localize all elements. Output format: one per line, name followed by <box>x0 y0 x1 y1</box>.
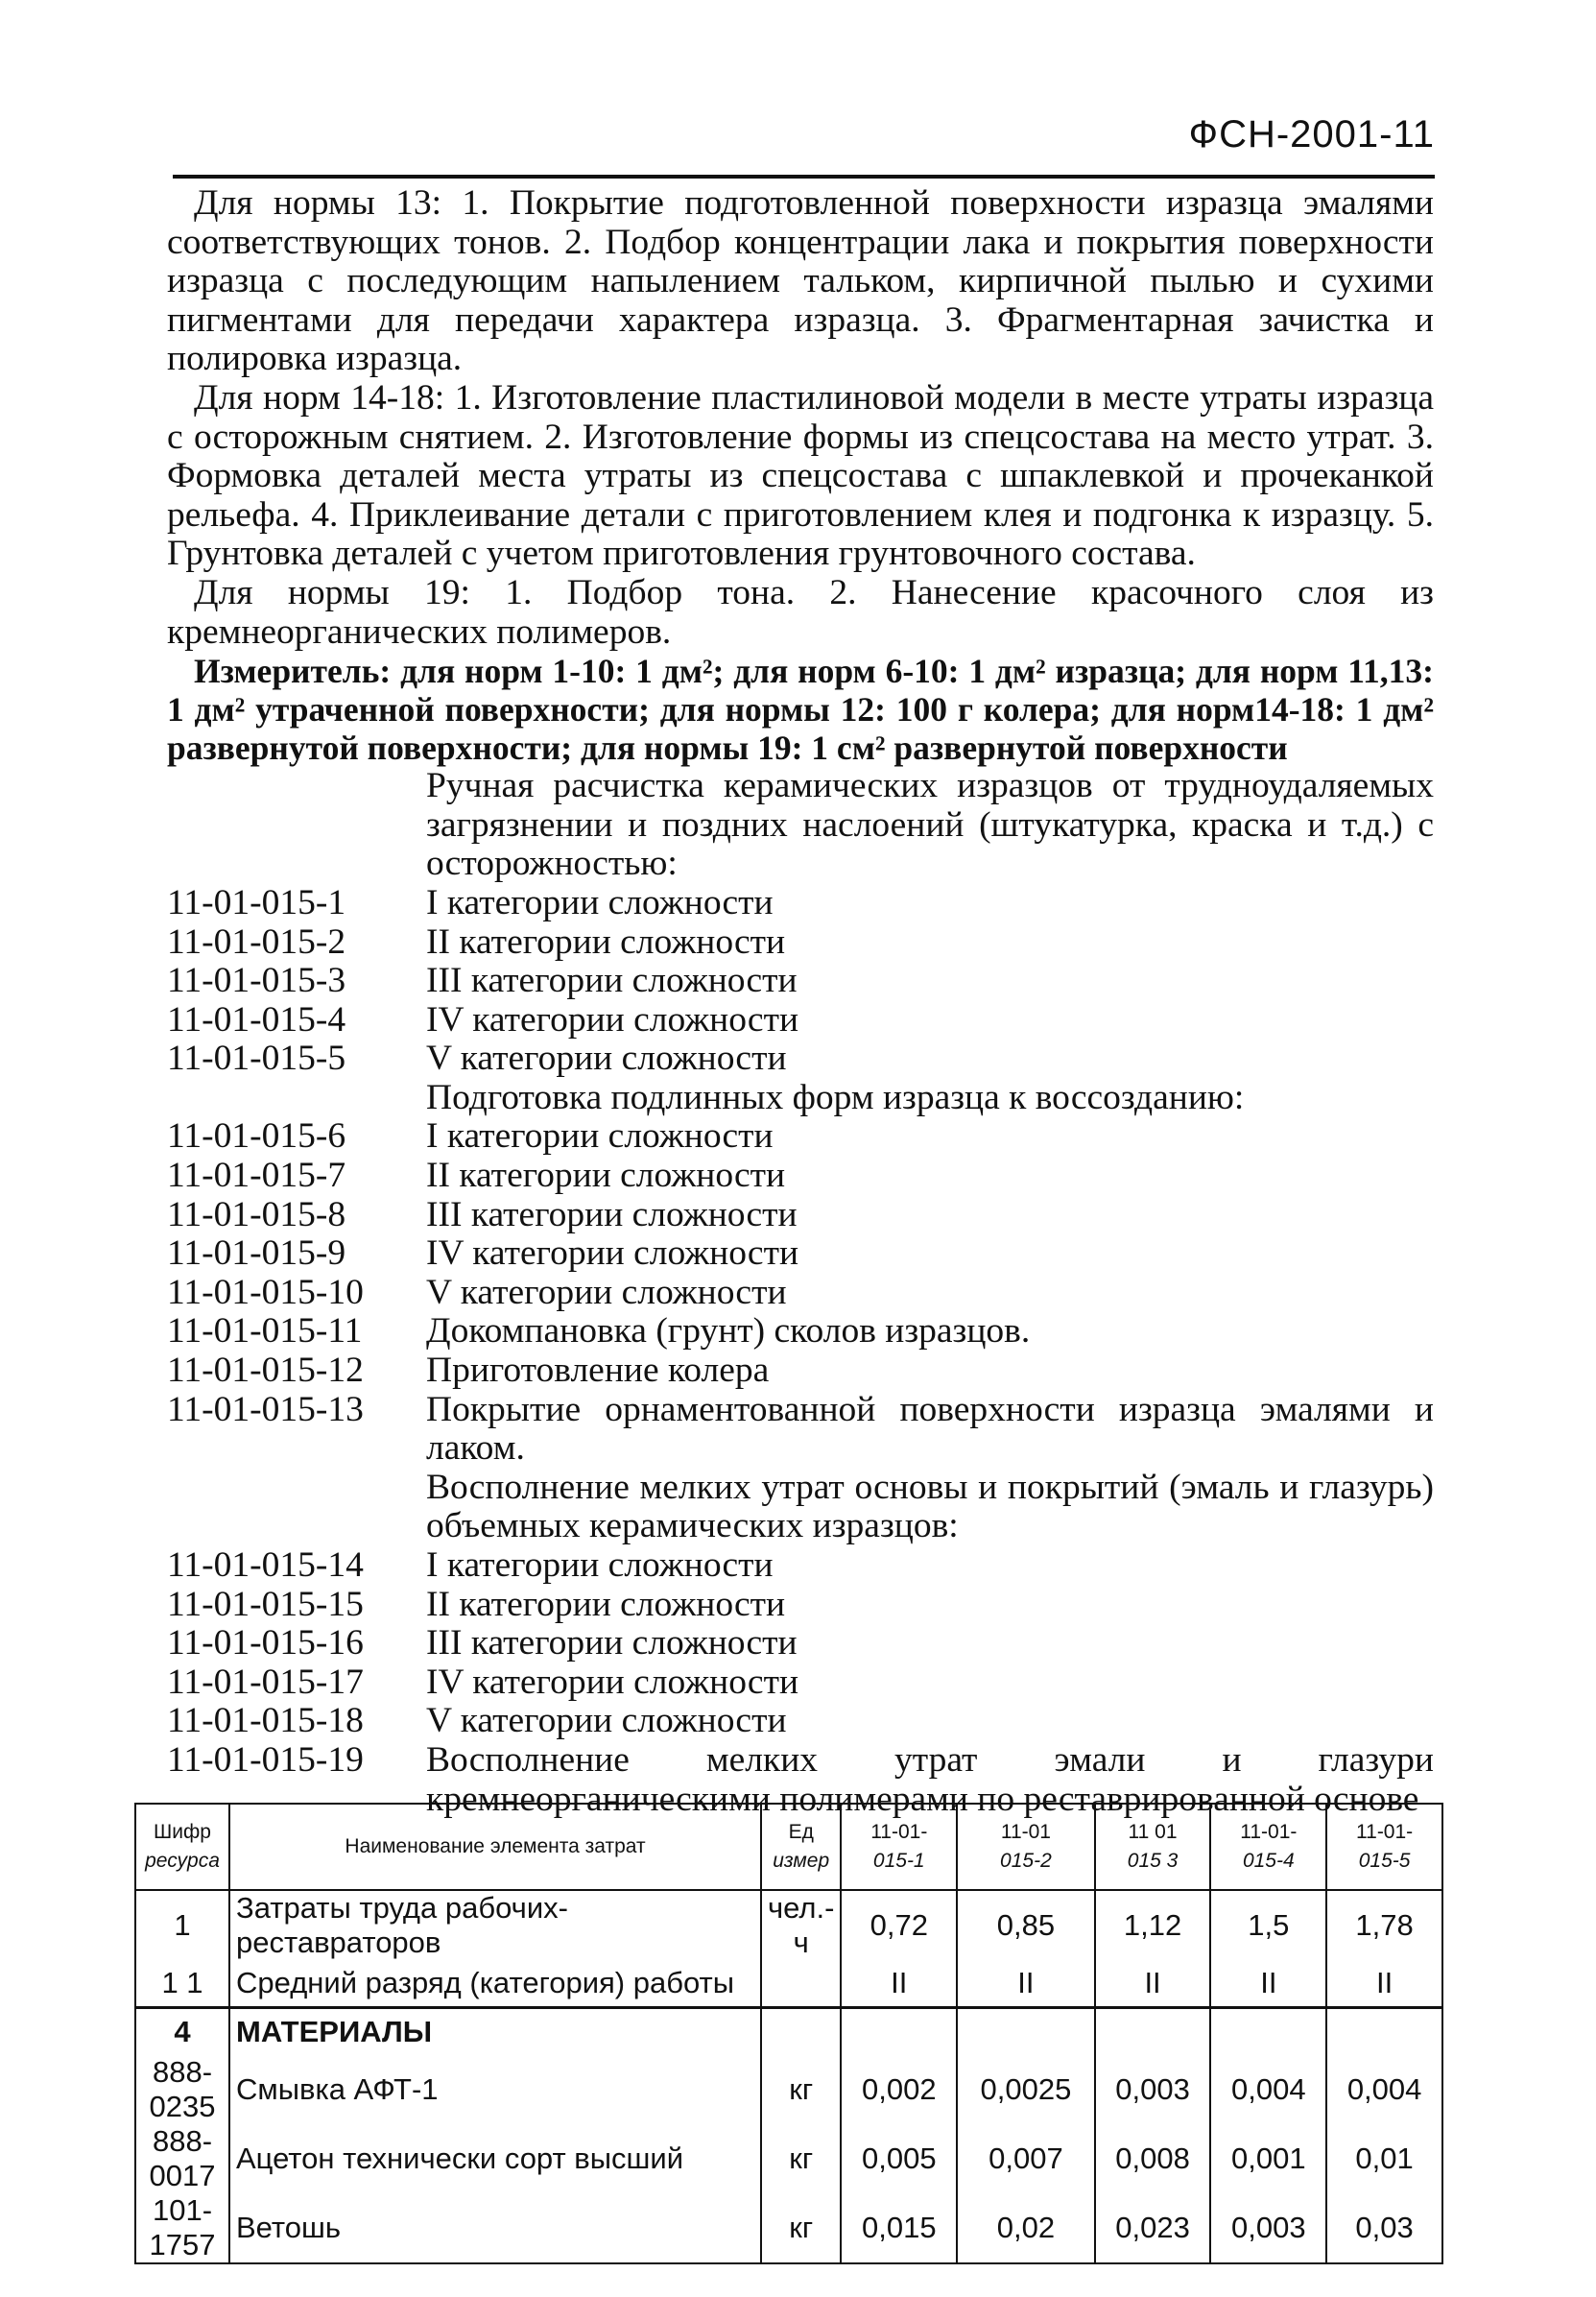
list-item <box>167 1001 1434 1041</box>
column-header-code: Шифр ресурса <box>135 1804 229 1890</box>
list-item <box>167 1352 1434 1391</box>
norm-code: 11-01-015-12 <box>167 1351 364 1391</box>
cell-code: 888-0017 <box>135 2124 229 2193</box>
norm-code: 11-01-015-11 <box>167 1311 363 1352</box>
column-header-norm: 11-01- 015-5 <box>1326 1804 1442 1890</box>
norm-description: Докомпановка (грунт) сколов изразцов. <box>426 1311 1031 1352</box>
norm-description: V категории сложности <box>426 1039 787 1079</box>
cell-value: 1,78 <box>1326 1890 1442 1960</box>
norm-code: 11-01-015-13 <box>167 1389 364 1429</box>
cell-code: 4 <box>135 2008 229 2056</box>
cell-code: 101-1757 <box>135 2193 229 2263</box>
norm-description: I категории сложности <box>426 1116 774 1157</box>
cell-unit: чел.-ч <box>761 1890 841 1960</box>
cell-code: 1 1 <box>135 1960 229 2008</box>
norm-code: 11-01-015-16 <box>167 1623 364 1663</box>
list-item <box>167 1312 1434 1352</box>
table-row <box>135 2008 1442 2056</box>
cell-name: Смывка АФТ-1 <box>229 2055 761 2124</box>
norm-code: 11-01-015-7 <box>167 1156 346 1196</box>
cell-value: II <box>841 1960 957 2008</box>
norm-description: IV категории сложности <box>426 999 799 1040</box>
list-item <box>167 1702 1434 1741</box>
list-item <box>167 1157 1434 1196</box>
cell-value: II <box>1095 1960 1211 2008</box>
cell-value: 0,004 <box>1210 2055 1326 2124</box>
norm-description: Покрытие орнаментованной поверхности изразца эмалями и лаком. <box>426 1389 1434 1469</box>
list-item <box>167 962 1434 1001</box>
norm-description: I категории сложности <box>426 882 774 922</box>
norm-code: 11-01-015-15 <box>167 1584 364 1624</box>
cell-value: II <box>1210 1960 1326 2008</box>
norm-description: IV категории сложности <box>426 1662 799 1702</box>
list-item <box>167 1624 1434 1663</box>
cell-value <box>841 2008 957 2056</box>
cell-value: 0,001 <box>1210 2124 1326 2193</box>
table-row <box>135 2124 1442 2193</box>
list-item <box>167 1234 1434 1274</box>
cost-table <box>134 1803 1443 2264</box>
table-row <box>135 2193 1442 2263</box>
norm-description: Восполнение мелких утрат эмали и глазури кремнеорганическими полимерами по реставрированной основе <box>426 1739 1434 1819</box>
norm-description: Приготовление колера <box>426 1351 770 1391</box>
header-divider <box>173 175 1435 179</box>
cell-code: 888-0235 <box>135 2055 229 2124</box>
column-header-unit: Ед измер <box>761 1804 841 1890</box>
table-row <box>135 2055 1442 2124</box>
column-header-norm: 11 01 015 3 <box>1095 1804 1211 1890</box>
table-row <box>135 1960 1442 2008</box>
norm-description: II категории сложности <box>426 1156 786 1196</box>
column-header-norm: 11-01- 015-4 <box>1210 1804 1326 1890</box>
cell-value <box>1095 2008 1211 2056</box>
cell-unit: кг <box>761 2193 841 2263</box>
cell-value: 0,008 <box>1095 2124 1211 2193</box>
cell-name: МАТЕРИАЛЫ <box>229 2008 761 2056</box>
cell-name: Средний разряд (категория) работы <box>229 1960 761 2008</box>
cell-value <box>957 2008 1095 2056</box>
document-code: ФСН-2001-11 <box>1188 113 1435 156</box>
document-body <box>167 184 1434 1819</box>
cell-value: 0,015 <box>841 2193 957 2263</box>
norm-code: 11-01-015-9 <box>167 1233 346 1274</box>
cell-code: 1 <box>135 1890 229 1960</box>
norm-description: III категории сложности <box>426 1194 798 1234</box>
cell-value: 0,003 <box>1210 2193 1326 2263</box>
cell-unit <box>761 2008 841 2056</box>
table-row <box>135 1890 1442 1960</box>
norm-code: 11-01-015-18 <box>167 1701 364 1741</box>
list-item <box>167 1546 1434 1586</box>
cell-value <box>1326 2008 1442 2056</box>
list-item <box>167 884 1434 923</box>
cell-value: 0,72 <box>841 1890 957 1960</box>
group-heading: Ручная расчистка керамических изразцов от трудноудаляемых загрязнении и поздних наслоений (штукатурка, краска и т.д.) с осторожностью: <box>426 766 1434 884</box>
norm-description: III категории сложности <box>426 1623 798 1663</box>
list-item <box>167 1663 1434 1703</box>
norm-description: I категории сложности <box>426 1545 774 1585</box>
norm-code: 11-01-015-6 <box>167 1116 346 1157</box>
cell-value: 0,003 <box>1095 2055 1211 2124</box>
cell-value <box>1210 2008 1326 2056</box>
cell-value: II <box>1326 1960 1442 2008</box>
norm-description: V категории сложности <box>426 1701 787 1741</box>
norm-description: II категории сложности <box>426 1584 786 1624</box>
cell-value: II <box>957 1960 1095 2008</box>
norm-description: IV категории сложности <box>426 1233 799 1274</box>
norm-code: 11-01-015-17 <box>167 1662 364 1702</box>
intro-paragraph-norm-19: Для нормы 19: 1. Подбор тона. 2. Нанесение красочного слоя из кремнеорганических полимеров. <box>167 572 1434 652</box>
norm-code: 11-01-015-4 <box>167 999 346 1040</box>
group-heading: Восполнение мелких утрат основы и покрытий (эмаль и глазурь) объемных керамических изразцов: <box>426 1467 1434 1546</box>
norm-code: 11-01-015-3 <box>167 961 346 1001</box>
cell-value: 0,023 <box>1095 2193 1211 2263</box>
cell-value: 0,02 <box>957 2193 1095 2263</box>
norm-code: 11-01-015-5 <box>167 1039 346 1079</box>
cell-value: 0,85 <box>957 1890 1095 1960</box>
intro-paragraph-norm-13: Для нормы 13: 1. Покрытие подготовленной поверхности изразца эмалями соответствующих тонов. 2. Подбор концентрации лака и покрытия поверхности изразца с последующим напылением тальком, кирпичной пылью и сухими пигментами для передачи характера изразца. 3. Фрагментарная зачистка и полировка изразца. <box>167 183 1434 379</box>
column-header-name: Наименование элемента затрат <box>229 1804 761 1890</box>
norm-description: III категории сложности <box>426 961 798 1001</box>
norm-description: V категории сложности <box>426 1272 787 1312</box>
list-item <box>167 1196 1434 1235</box>
cell-value: 0,007 <box>957 2124 1095 2193</box>
column-header-norm: 11-01 015-2 <box>957 1804 1095 1890</box>
list-item <box>167 1040 1434 1079</box>
list-item <box>167 1274 1434 1313</box>
norm-code: 11-01-015-8 <box>167 1194 346 1234</box>
cell-name: Ацетон технически сорт высший <box>229 2124 761 2193</box>
column-header-norm: 11-01- 015-1 <box>841 1804 957 1890</box>
norm-description: II категории сложности <box>426 921 786 962</box>
cell-value: 0,03 <box>1326 2193 1442 2263</box>
cell-name: Затраты труда рабочих-реставраторов <box>229 1890 761 1960</box>
norm-code: 11-01-015-19 <box>167 1739 364 1780</box>
cell-unit: кг <box>761 2124 841 2193</box>
norm-code: 11-01-015-14 <box>167 1545 364 1585</box>
norm-code: 11-01-015-2 <box>167 921 346 962</box>
norm-code: 11-01-015-1 <box>167 882 346 922</box>
cell-name: Ветошь <box>229 2193 761 2263</box>
list-item <box>167 923 1434 963</box>
table-header-row <box>135 1804 1442 1890</box>
norms-list <box>167 767 1434 1819</box>
list-item <box>167 1586 1434 1625</box>
cell-unit: кг <box>761 2055 841 2124</box>
intro-paragraph-norms-14-18: Для норм 14-18: 1. Изготовление пластилиновой модели в месте утраты изразца с осторожным снятием. 2. Изготовление формы из спецсостава на место утрат. 3. Формовка деталей места утраты из спецсостава с шпаклевкой и прочеканкой рельефа. 4. Приклеивание детали с приготовлением клея и подгонка к изразцу. 5. Грунтовка деталей с учетом приготовления грунтовочного состава. <box>167 377 1434 574</box>
list-item <box>167 1391 1434 1469</box>
cell-value: 1,12 <box>1095 1890 1211 1960</box>
cell-value: 0,002 <box>841 2055 957 2124</box>
cell-value: 0,01 <box>1326 2124 1442 2193</box>
cell-value: 0,0025 <box>957 2055 1095 2124</box>
cell-value: 0,004 <box>1326 2055 1442 2124</box>
group-heading: Подготовка подлинных форм изразца к воссозданию: <box>426 1077 1245 1117</box>
cell-value: 0,005 <box>841 2124 957 2193</box>
cell-value: 1,5 <box>1210 1890 1326 1960</box>
norm-code: 11-01-015-10 <box>167 1272 364 1312</box>
measure-unit-paragraph: Измеритель: для норм 1-10: 1 дм²; для норм 6-10: 1 дм² изразца; для норм 11,13: 1 дм² утраченной поверхности; для нормы 12: 100 г колера; для норм14-18: 1 дм² развернутой поверхности; для нормы 19: 1 см² развернутой поверхности <box>167 652 1434 768</box>
list-item <box>167 1117 1434 1157</box>
cell-unit <box>761 1960 841 2008</box>
